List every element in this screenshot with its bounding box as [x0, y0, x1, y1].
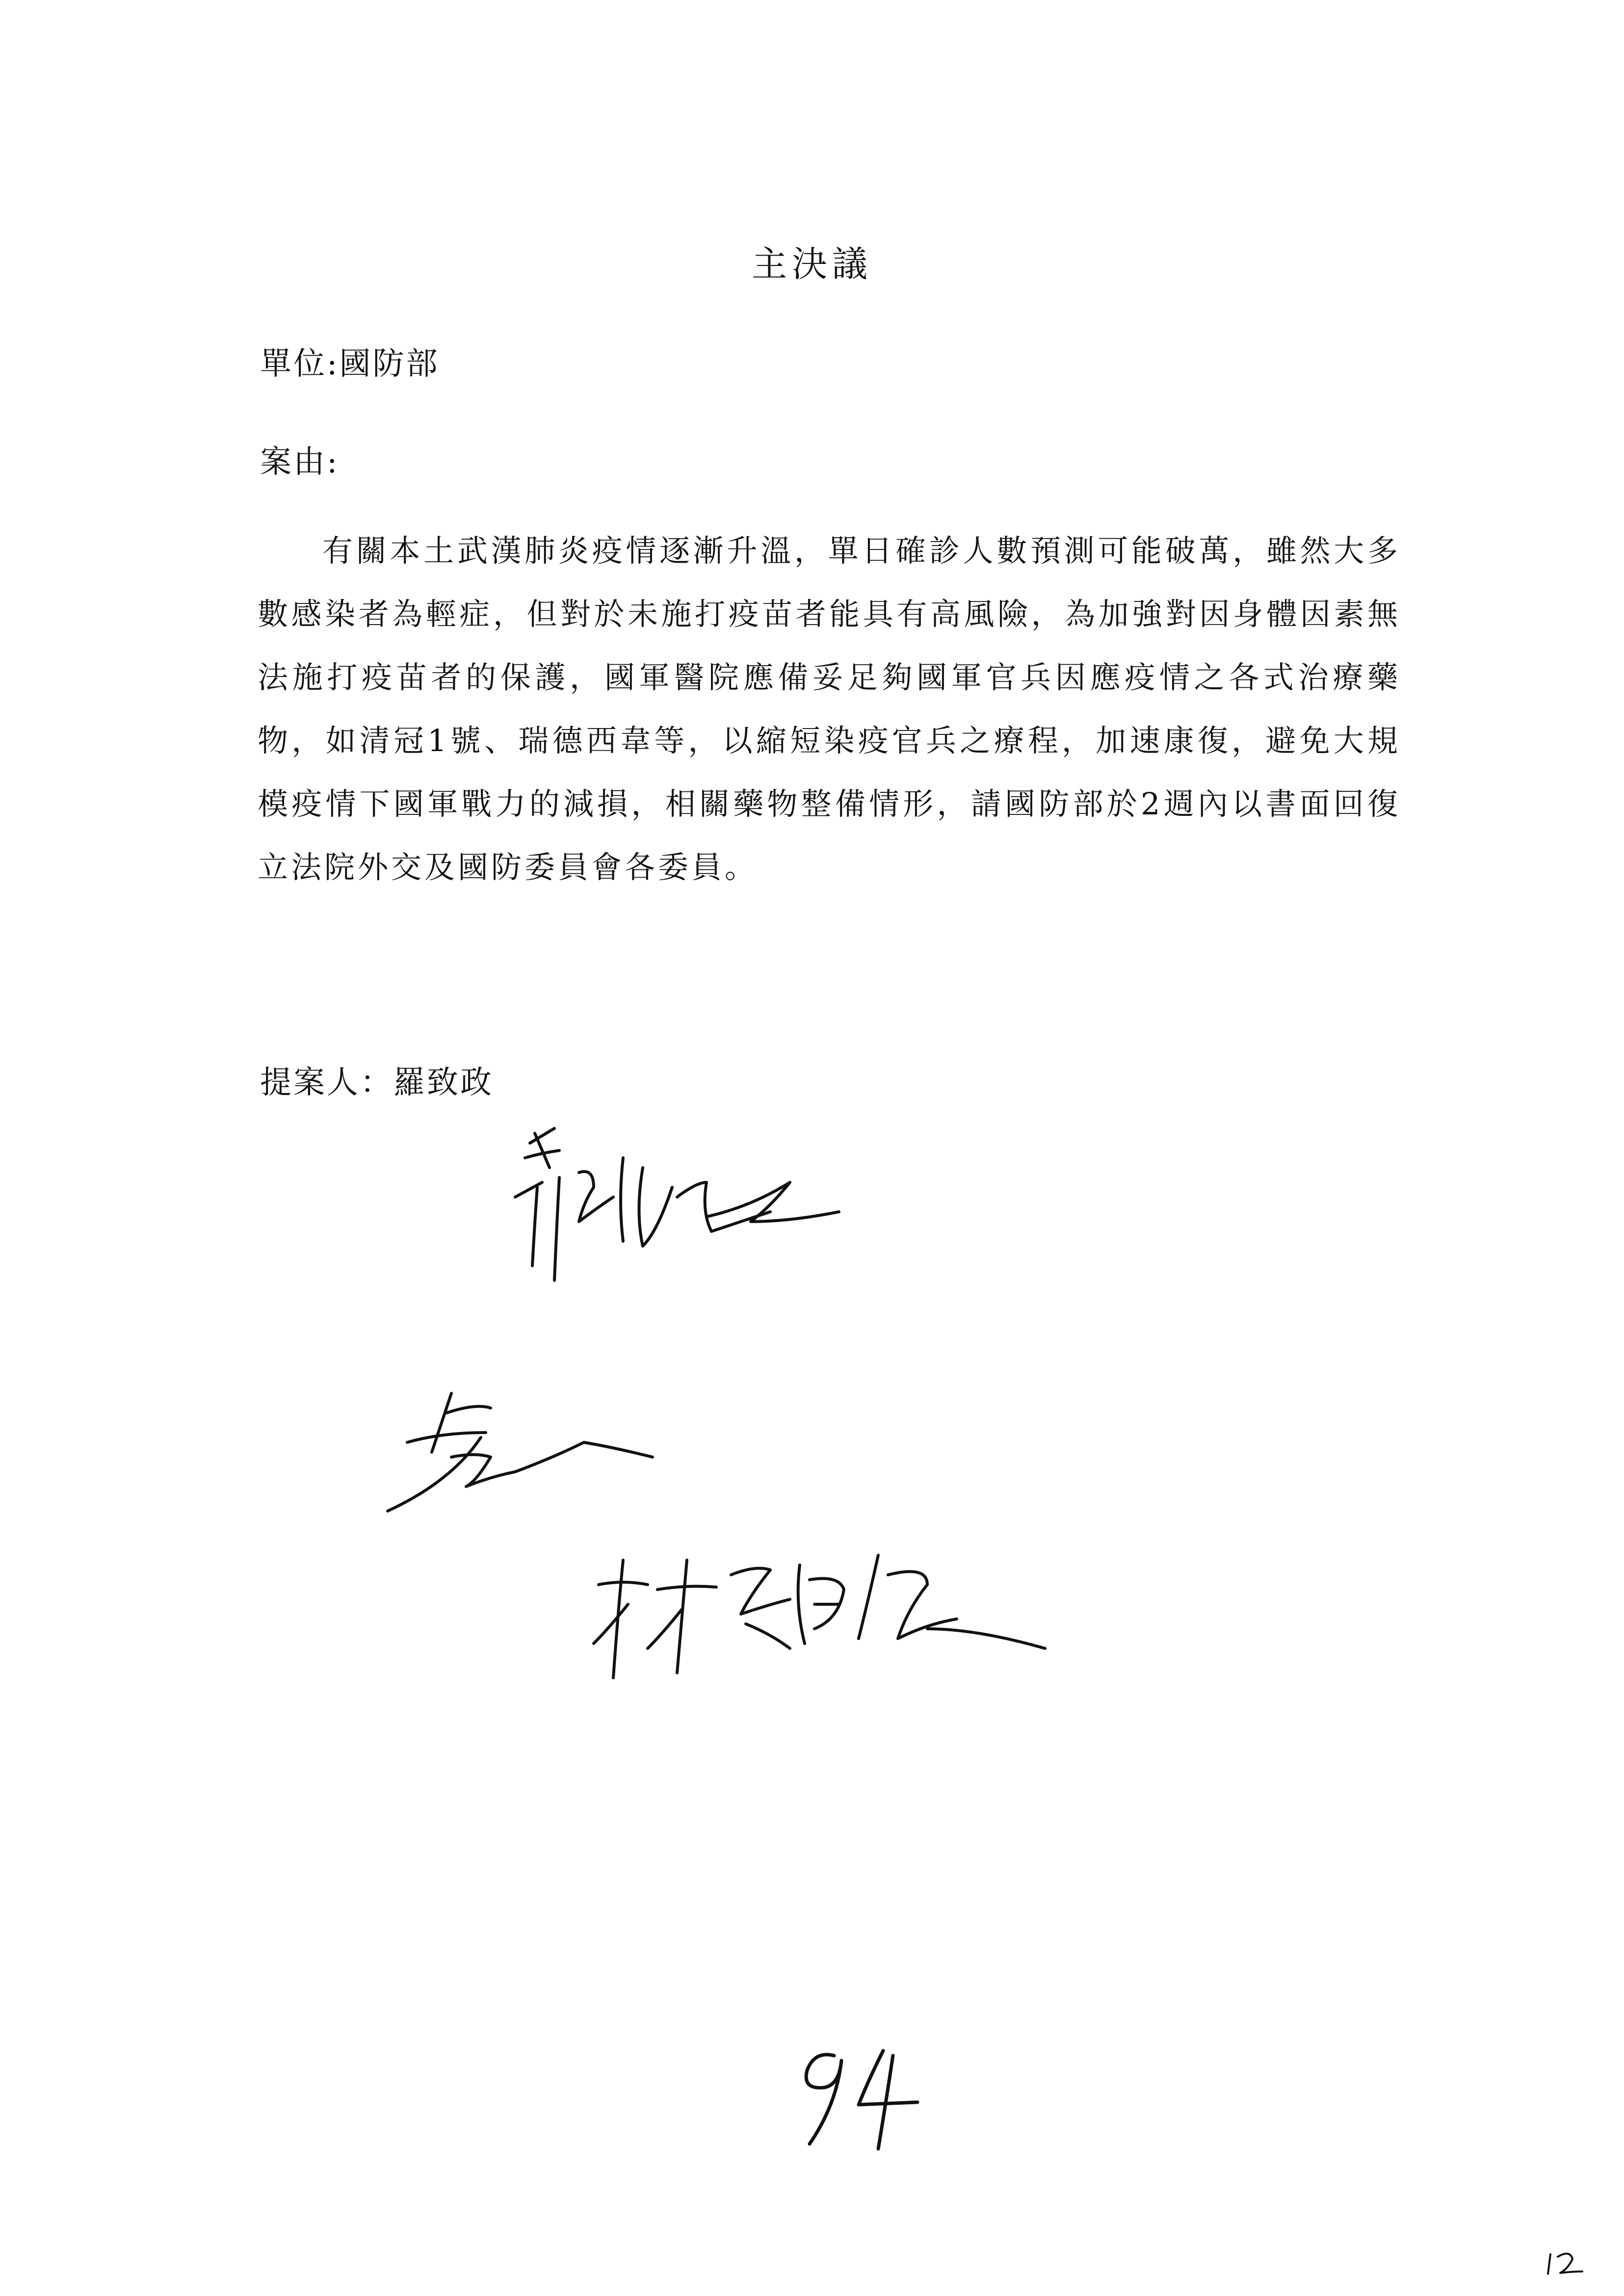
document-title: 主決議 — [751, 243, 872, 285]
signature-1 — [496, 1123, 868, 1290]
resolution-body: 有關本土武漢肺炎疫情逐漸升溫，單日確診人數預測可能破萬，雖然大多數感染者為輕症，但對於未施打疫苗者能具有高風險，為加強對因身體因素無法施打疫苗者的保護，國軍醫院應備妥足夠國軍官兵因應疫情之各式治療藥物，如清冠1號、瑞德西韋等，以縮短染疫官兵之療程，加速康復，避免大規模疫情下國軍戰力的減損，相關藥物整備情形，請國防部於2週內以書面回復立法院外交及國防委員會各委員。 — [258, 533, 1401, 885]
reason-label: 案由: — [260, 444, 340, 480]
unit-line: 單位:國防部 — [260, 346, 440, 382]
handwritten-corner-mark — [1545, 2244, 1585, 2281]
handwritten-page-number — [780, 2036, 927, 2156]
signature-2 — [378, 1383, 662, 1540]
signature-3 — [584, 1531, 1065, 1688]
proposer-line: 提案人：羅致政 — [260, 1065, 494, 1101]
